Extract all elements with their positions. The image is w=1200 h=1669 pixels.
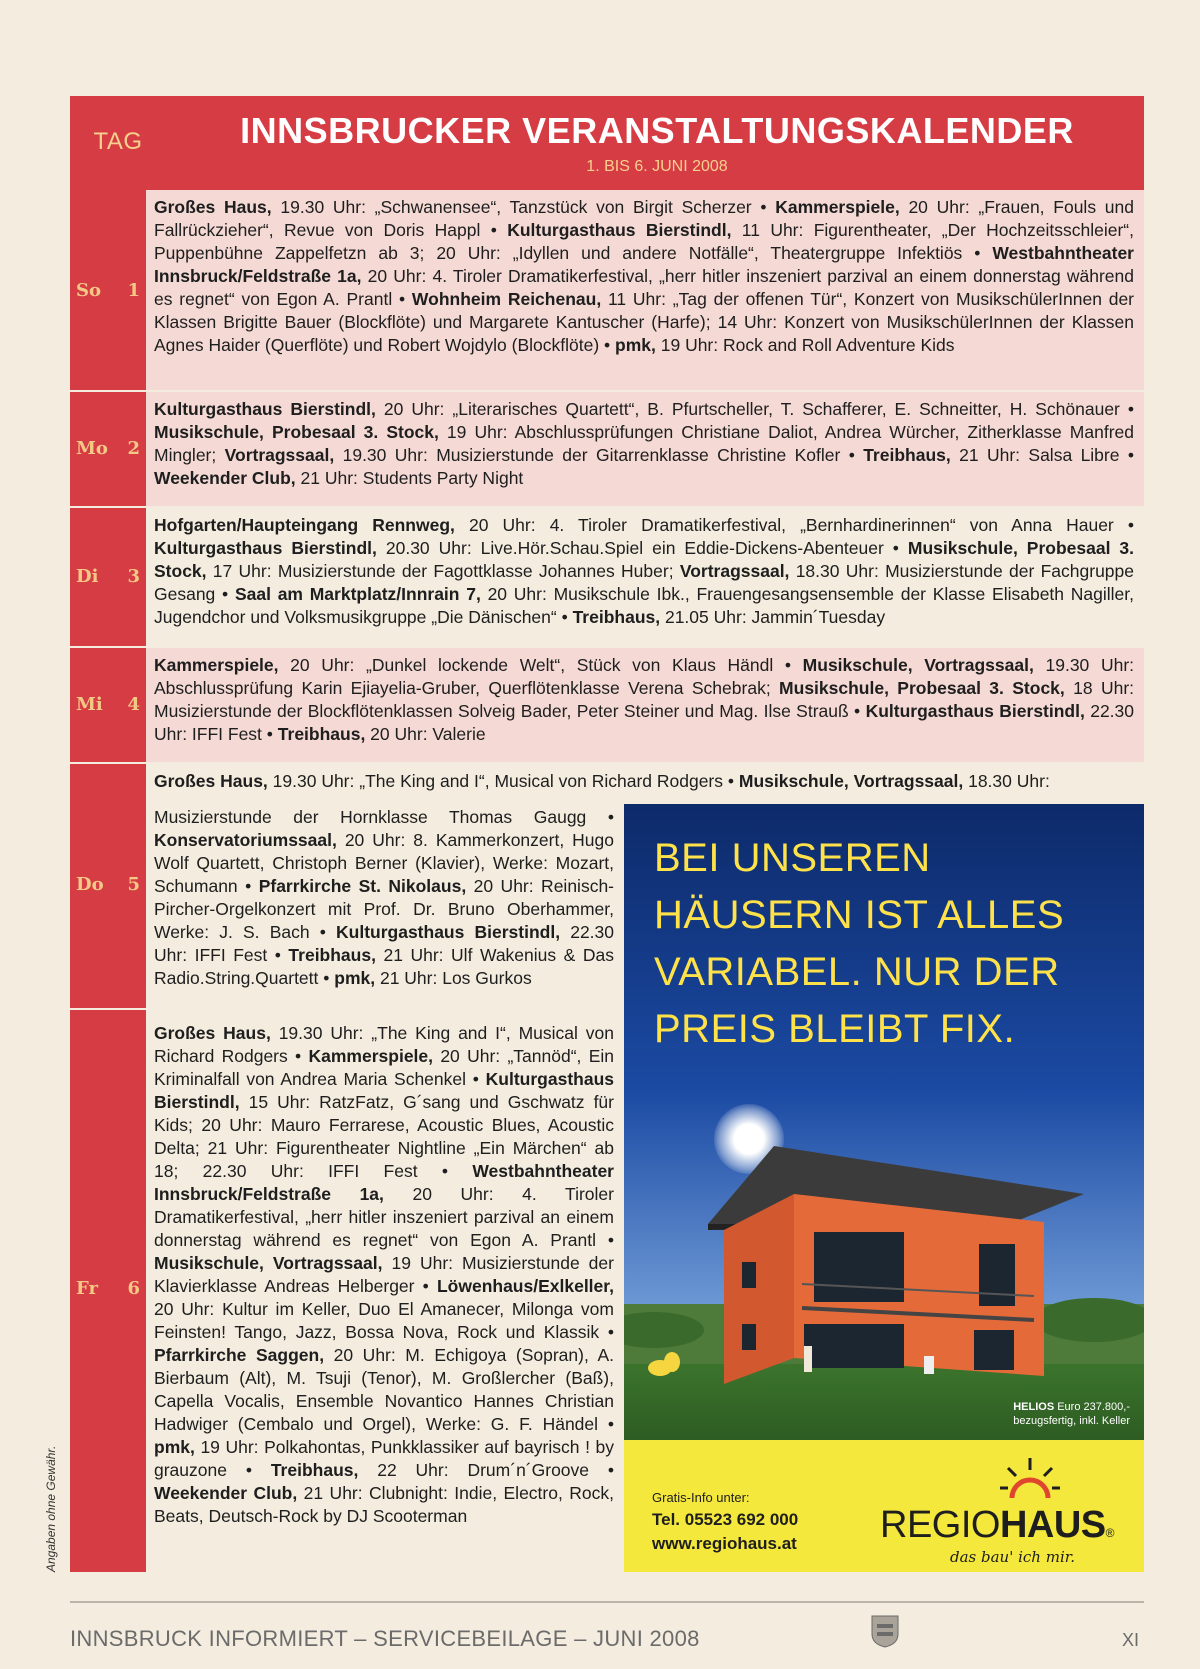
day-label-mi xyxy=(70,648,146,764)
day-label-di xyxy=(70,508,146,648)
ad-headline xyxy=(654,830,1124,1058)
venue-name: Kammerspiele, xyxy=(775,197,900,217)
venue-name: Vortragssaal, xyxy=(224,445,335,465)
event-detail: 19.30 Uhr: „The King and I“, Musical von Richard Rodgers • xyxy=(154,1023,614,1066)
event-detail: 20 Uhr: 4. Tiroler Dramatikerfestival, „herr hitler inszeniert parzival an einem donnerstag während es regnet“ von Egon A. Prantl • xyxy=(154,266,1135,309)
registered-mark: ® xyxy=(1105,1526,1114,1540)
venue-name: Konservatoriumssaal, xyxy=(154,830,337,850)
events-do-top xyxy=(146,764,1144,804)
events-so xyxy=(146,190,1144,392)
event-detail: 20 Uhr: 4. Tiroler Dramatikerfestival, „Bernhardinerinnen“ von Anna Hauer • xyxy=(454,515,1134,535)
event-detail: 21.05 Uhr: Jammin´Tuesday xyxy=(660,607,886,627)
event-detail: 19 Uhr: Musizierstunde der Klavierklasse Andreas Helberger • xyxy=(154,1253,614,1296)
venue-name: pmk, xyxy=(334,968,376,988)
venue-name: Treibhaus, xyxy=(270,1460,359,1480)
event-detail: 19.30 Uhr: Musizierstunde der Gitarrenklasse Christine Kofler • xyxy=(334,445,864,465)
ad-headline-line: BEI UNSEREN xyxy=(654,836,931,880)
event-detail: 20 Uhr: „Frauen, Fouls und Fallrückzieher“, Revue von Doris Happl • xyxy=(154,197,1134,240)
event-detail: 20 Uhr: Kultur im Keller, Duo El Amanecer, Milonga vom Feinsten! Tango, Jazz, Bossa Nova, Rock und Klassik • xyxy=(154,1299,614,1342)
venue-name: Kulturgasthaus Bierstindl, xyxy=(154,1069,614,1112)
ad-model-info xyxy=(1013,1400,1130,1428)
event-detail: 22.30 Uhr: IFFI Fest • xyxy=(154,701,1135,744)
events-fr xyxy=(146,1010,626,1572)
events-di xyxy=(146,508,1144,648)
venue-name: Treibhaus, xyxy=(277,724,366,744)
event-detail: 18.30 Uhr: xyxy=(963,771,1050,791)
event-detail: 18.30 Uhr: Musizierstunde der Fachgruppe Gesang • xyxy=(154,561,1134,604)
house-illustration xyxy=(624,1094,1144,1440)
venue-name: Westbahntheater Innsbruck/Feldstraße 1a, xyxy=(154,1161,614,1204)
event-detail: 19 Uhr: Rock and Roll Adventure Kids xyxy=(655,335,955,355)
ad-website-link[interactable]: www.regiohaus.at xyxy=(652,1534,797,1553)
event-detail: 20 Uhr: „Literarisches Quartett“, B. Pfurtscheller, T. Schafferer, E. Schneitter, H. Schönauer • xyxy=(375,399,1134,419)
venue-name: Vortragssaal, xyxy=(679,561,790,581)
venue-name: Kammerspiele, xyxy=(154,655,279,675)
venue-name: Musikschule, Probesaal 3. Stock, xyxy=(154,538,1134,581)
event-detail: 20 Uhr: „Dunkel lockende Welt“, Stück von Klaus Händl • xyxy=(278,655,803,675)
tag-label: TAG xyxy=(93,128,143,155)
events-mo xyxy=(146,392,1144,508)
page-number: XI xyxy=(1122,1630,1140,1650)
events-mi xyxy=(146,648,1144,764)
venue-name: Pfarrkirche Saggen, xyxy=(154,1345,325,1365)
venue-name: pmk, xyxy=(615,335,656,355)
footer-divider xyxy=(70,1601,1144,1603)
venue-name: Kulturgasthaus Bierstindl, xyxy=(507,220,732,240)
event-detail: 20 Uhr: 8. Kammerkonzert, Hugo Wolf Quartett, Christoph Berner (Klavier), Werke: Mozart, Schumann • xyxy=(154,830,614,896)
day-label-fr xyxy=(70,1010,146,1572)
day-name: Di xyxy=(76,566,99,587)
ad-headline-line: PREIS BLEIBT FIX. xyxy=(654,1007,1016,1051)
venue-name: Treibhaus, xyxy=(572,607,661,627)
venue-name: Kulturgasthaus Bierstindl, xyxy=(154,538,377,558)
calendar-title: INNSBRUCKER VERANSTALTUNGSKALENDER xyxy=(240,110,1074,151)
venue-name: Großes Haus, xyxy=(154,197,272,217)
event-detail: 22 Uhr: Drum´n´Groove • xyxy=(358,1460,615,1480)
event-detail: 15 Uhr: RatzFatz, G´sang und Gschwatz für Kids; 20 Uhr: Mauro Ferrarese, Acoustic Blues, Acoustic Delta; 21 Uhr: Figurentheater Nightline „Ein Märchen“ ab 18; 22.30 Uhr: IFFI Fest • xyxy=(154,1092,614,1181)
calendar-header xyxy=(70,96,1144,190)
day-number: 2 xyxy=(127,438,140,459)
day-number: 4 xyxy=(127,694,140,715)
ad-gratis-label: Gratis-Info unter: xyxy=(652,1490,750,1505)
event-detail: 21 Uhr: Los Gurkos xyxy=(375,968,532,988)
event-detail: 21 Uhr: Clubnight: Indie, Electro, Rock, Beats, Deutsch-Rock by DJ Scooterman xyxy=(154,1483,614,1526)
footer-publication: INNSBRUCK INFORMIERT – SERVICEBEILAGE – JUNI 2008 xyxy=(70,1626,700,1651)
disclaimer: Angaben ohne Gewähr. xyxy=(44,1445,58,1572)
venue-name: Großes Haus, xyxy=(154,771,268,791)
venue-name: pmk, xyxy=(154,1437,195,1457)
day-number: 6 xyxy=(127,1278,140,1299)
events-do xyxy=(146,804,626,1010)
venue-name: Kulturgasthaus Bierstindl, xyxy=(336,922,561,942)
logo-regular-part: REGIO xyxy=(880,1504,1000,1546)
venue-name: Musikschule, Probesaal 3. Stock, xyxy=(154,422,439,442)
ad-headline-line: VARIABEL. NUR DER xyxy=(654,950,1060,994)
venue-name: Saal am Marktplatz/Innrain 7, xyxy=(234,584,481,604)
event-detail: 20 Uhr: „Tannöd“, Ein Kriminalfall von Andrea Maria Schenkel • xyxy=(154,1046,614,1089)
ad-model-name: HELIOS xyxy=(1013,1401,1055,1413)
event-detail: 21 Uhr: Salsa Libre • xyxy=(950,445,1134,465)
day-name: Mo xyxy=(76,438,108,459)
day-name: So xyxy=(76,280,102,301)
event-detail: 20 Uhr: Valerie xyxy=(365,724,486,744)
ad-slogan: das bau' ich mir. xyxy=(950,1548,1076,1566)
event-detail: 21 Uhr: Ulf Wakenius & Das Radio.String.Quartett • xyxy=(154,945,614,988)
event-detail: 20 Uhr: 4. Tiroler Dramatikerfestival, „herr hitler inszeniert parzival an einem donnerstag während es regnet“ von Egon A. Prantl • xyxy=(154,1184,614,1250)
day-number: 1 xyxy=(127,280,140,301)
event-detail: 11 Uhr: „Tag der offenen Tür“, Konzert von MusikschülerInnen der Klassen Brigitte Bauer (Blockflöte) und Margarete Kantuscher (Harfe); 14 Uhr: Konzert von MusikschülerInnen der Klassen Agnes Haider (Querflöte) und Robert Wojdylo (Blockflöte) • xyxy=(154,289,1134,355)
venue-name: Hofgarten/Haupteingang Rennweg, xyxy=(154,515,455,535)
venue-name: Kulturgasthaus Bierstindl, xyxy=(865,701,1085,721)
event-detail: 19.30 Uhr: Abschlussprüfung Karin Ejiayelia-Gruber, Querflötenklasse Verena Schebrak; xyxy=(154,655,1135,698)
date-range: 1. BIS 6. JUNI 2008 xyxy=(586,158,728,175)
regiohaus-ad[interactable] xyxy=(624,804,1144,1572)
venue-name: Musikschule, Vortragssaal, xyxy=(738,771,964,791)
ad-model-price: Euro 237.800,- xyxy=(1057,1401,1130,1413)
innsbruck-crest-icon xyxy=(870,1614,900,1648)
day-label-so xyxy=(70,190,146,392)
venue-name: Westbahntheater Innsbruck/Feldstraße 1a, xyxy=(154,243,1134,286)
event-detail: 19.30 Uhr: „Schwanensee“, Tanzstück von Birgit Scherzer • xyxy=(271,197,776,217)
event-detail: 22.30 Uhr: IFFI Fest • xyxy=(154,922,615,965)
venue-name: Musikschule, Vortragssaal, xyxy=(802,655,1034,675)
day-number: 5 xyxy=(127,874,140,895)
event-detail: 20.30 Uhr: Live.Hör.Schau.Spiel ein Eddie-Dickens-Abenteuer • xyxy=(376,538,908,558)
event-detail: 19 Uhr: Polkahontas, Punkklassiker auf bayrisch ! by grauzone • xyxy=(154,1437,614,1480)
venue-name: Weekender Club, xyxy=(154,1483,298,1503)
event-detail: 17 Uhr: Musizierstunde der Fagottklasse Johannes Huber; xyxy=(206,561,680,581)
event-detail: 20 Uhr: M. Echigoya (Sopran), A. Bierbaum (Alt), M. Tsuji (Tenor), M. Großlercher (Baß), Capella Vocalis, Ensemble Novantico Hannes Christian Hadwiger (Cembalo und Orgel), Werke: G. F. Händel • xyxy=(154,1345,614,1434)
logo-bold-part: HAUS xyxy=(999,1504,1106,1546)
ad-contact-panel xyxy=(624,1440,1144,1572)
ad-phone[interactable]: Tel. 05523 692 000 xyxy=(652,1510,799,1529)
day-label-mo xyxy=(70,392,146,508)
event-detail: 11 Uhr: Figurentheater, „Der Hochzeitsschleier“, Puppenbühne Zappelfetzn ab 3; 20 Uhr: „Idyllen und andere Notfälle“, Theatergruppe Infektiös • xyxy=(154,220,1134,263)
day-name: Mi xyxy=(76,694,103,715)
venue-name: Musikschule, Vortragssaal, xyxy=(154,1253,383,1273)
venue-name: Weekender Club, xyxy=(154,468,296,488)
venue-name: Kammerspiele, xyxy=(308,1046,434,1066)
event-detail: 19 Uhr: Abschlussprüfungen Christiane Daliot, Andrea Würcher, Zitherklasse Manfred Mingler; xyxy=(154,422,1134,465)
event-detail: 19.30 Uhr: „The King and I“, Musical von Richard Rodgers • xyxy=(267,771,739,791)
event-detail: Musizierstunde der Hornklasse Thomas Gaugg • xyxy=(154,807,614,827)
event-detail: 20 Uhr: Reinisch-Pircher-Orgelkonzert mit Prof. Dr. Bruno Oberhammer, Werke: J. S. Bach • xyxy=(154,876,614,942)
day-name: Do xyxy=(76,874,104,895)
event-detail: 20 Uhr: Musikschule Ibk., Frauengesangsensemble der Klasse Elisabeth Nagiller, Jugendchor und Volksmusikgruppe „Die Dänischen“ • xyxy=(154,584,1134,627)
sun-icon xyxy=(1000,1454,1060,1502)
venue-name: Großes Haus, xyxy=(154,1023,271,1043)
venue-name: Musikschule, Probesaal 3. Stock, xyxy=(779,678,1065,698)
regiohaus-logo xyxy=(880,1504,1114,1547)
event-detail: 18 Uhr: Musizierstunde der Blockflötenklassen Solveig Bader, Peter Steiner und Mag. Ilse Strauß • xyxy=(154,678,1135,721)
ad-model-note: bezugsfertig, inkl. Keller xyxy=(1013,1415,1130,1427)
event-detail: 21 Uhr: Students Party Night xyxy=(295,468,524,488)
day-number: 3 xyxy=(127,566,140,587)
venue-name: Kulturgasthaus Bierstindl, xyxy=(154,399,376,419)
venue-name: Treibhaus, xyxy=(863,445,951,465)
venue-name: Löwenhaus/Exlkeller, xyxy=(436,1276,614,1296)
venue-name: Wohnheim Reichenau, xyxy=(411,289,602,309)
day-name: Fr xyxy=(76,1278,98,1299)
day-label-do xyxy=(70,764,146,1010)
ad-headline-line: HÄUSERN IST ALLES xyxy=(654,893,1065,937)
venue-name: Pfarrkirche St. Nikolaus, xyxy=(258,876,467,896)
venue-name: Treibhaus, xyxy=(288,945,376,965)
